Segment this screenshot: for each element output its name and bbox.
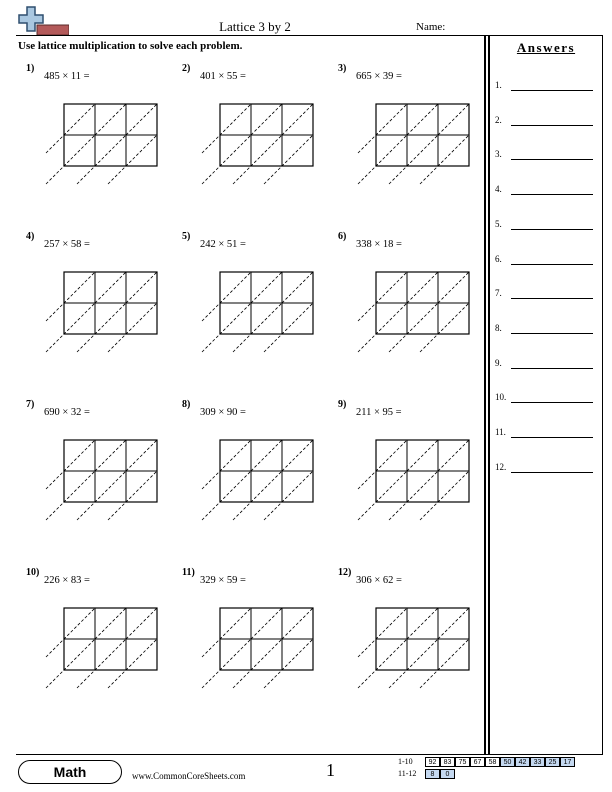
answer-number: 12.: [495, 462, 507, 472]
answer-number: 10.: [495, 392, 507, 402]
answer-blank[interactable]: [511, 298, 593, 299]
score-cell: 33: [530, 757, 545, 767]
score-cell: 42: [515, 757, 530, 767]
problem-number: 7): [26, 399, 35, 410]
problem-expression: 226 × 83 =: [44, 575, 90, 586]
lattice-grid[interactable]: [42, 104, 159, 188]
problem-expression: 306 × 62 =: [356, 575, 402, 586]
problem-expression: 690 × 32 =: [44, 407, 90, 418]
name-label: Name:: [416, 21, 446, 33]
answer-blank[interactable]: [511, 125, 593, 126]
right-border: [602, 36, 603, 754]
problem-number: 2): [182, 63, 191, 74]
answer-number: 4.: [495, 184, 502, 194]
problem-number: 5): [182, 231, 191, 242]
score-cell: 50: [500, 757, 515, 767]
answer-blank[interactable]: [511, 437, 593, 438]
plus-logo-icon: [17, 5, 69, 35]
problem-expression: 401 × 55 =: [200, 71, 246, 82]
lattice-grid[interactable]: [42, 272, 159, 356]
column-divider: [484, 36, 486, 754]
answer-blank[interactable]: [511, 194, 593, 195]
lattice-grid[interactable]: [42, 608, 159, 692]
footer-rule: [16, 754, 603, 755]
problem-expression: 329 × 59 =: [200, 575, 246, 586]
lattice-grid[interactable]: [354, 272, 471, 356]
header-rule: [16, 35, 603, 36]
lattice-grid[interactable]: [198, 104, 315, 188]
problem-expression: 665 × 39 =: [356, 71, 402, 82]
answer-number: 3.: [495, 149, 502, 159]
lattice-grid[interactable]: [198, 608, 315, 692]
page-title: Lattice 3 by 2: [219, 19, 291, 34]
answer-number: 5.: [495, 219, 502, 229]
score-cell: 75: [455, 757, 470, 767]
lattice-grid[interactable]: [354, 440, 471, 524]
score-cell: 8: [425, 769, 440, 779]
answer-blank[interactable]: [511, 333, 593, 334]
answers-heading: Answers: [516, 40, 576, 55]
problem-expression: 485 × 11 =: [44, 71, 90, 82]
instructions: Use lattice multiplication to solve each problem.: [18, 40, 243, 52]
score-cell: 25: [545, 757, 560, 767]
score-cell: 92: [425, 757, 440, 767]
lattice-grid[interactable]: [198, 440, 315, 524]
problem-expression: 338 × 18 =: [356, 239, 402, 250]
score-row2-label: 11-12: [398, 769, 417, 778]
problem-expression: 257 × 58 =: [44, 239, 90, 250]
score-cell: 17: [560, 757, 575, 767]
problem-number: 8): [182, 399, 191, 410]
problem-number: 4): [26, 231, 35, 242]
problem-expression: 242 × 51 =: [200, 239, 246, 250]
site-url: www.CommonCoreSheets.com: [132, 771, 246, 781]
score-cell: 67: [470, 757, 485, 767]
answer-number: 8.: [495, 323, 502, 333]
lattice-grid[interactable]: [354, 104, 471, 188]
answer-blank[interactable]: [511, 159, 593, 160]
answer-blank[interactable]: [511, 229, 593, 230]
answer-blank[interactable]: [511, 402, 593, 403]
problem-number: 11): [182, 567, 195, 578]
answer-blank[interactable]: [511, 90, 593, 91]
page-number: 1: [326, 760, 335, 780]
problem-number: 9): [338, 399, 347, 410]
column-divider: [488, 36, 490, 754]
answer-number: 7.: [495, 288, 502, 298]
math-badge: Math: [18, 760, 122, 784]
problem-number: 1): [26, 63, 35, 74]
answer-number: 9.: [495, 358, 502, 368]
answer-number: 11.: [495, 427, 506, 437]
answer-blank[interactable]: [511, 472, 593, 473]
answer-blank[interactable]: [511, 368, 593, 369]
problem-number: 10): [26, 567, 40, 578]
problem-expression: 211 × 95 =: [356, 407, 402, 418]
answer-blank[interactable]: [511, 264, 593, 265]
score-cell: 0: [440, 769, 455, 779]
lattice-grid[interactable]: [198, 272, 315, 356]
lattice-grid[interactable]: [354, 608, 471, 692]
score-row1-label: 1-10: [398, 757, 413, 766]
lattice-grid[interactable]: [42, 440, 159, 524]
problem-number: 3): [338, 63, 347, 74]
problem-expression: 309 × 90 =: [200, 407, 246, 418]
answer-number: 2.: [495, 115, 502, 125]
problem-number: 12): [338, 567, 352, 578]
answer-number: 1.: [495, 80, 502, 90]
score-cell: 58: [485, 757, 500, 767]
answer-number: 6.: [495, 254, 502, 264]
score-cell: 83: [440, 757, 455, 767]
problem-number: 6): [338, 231, 347, 242]
